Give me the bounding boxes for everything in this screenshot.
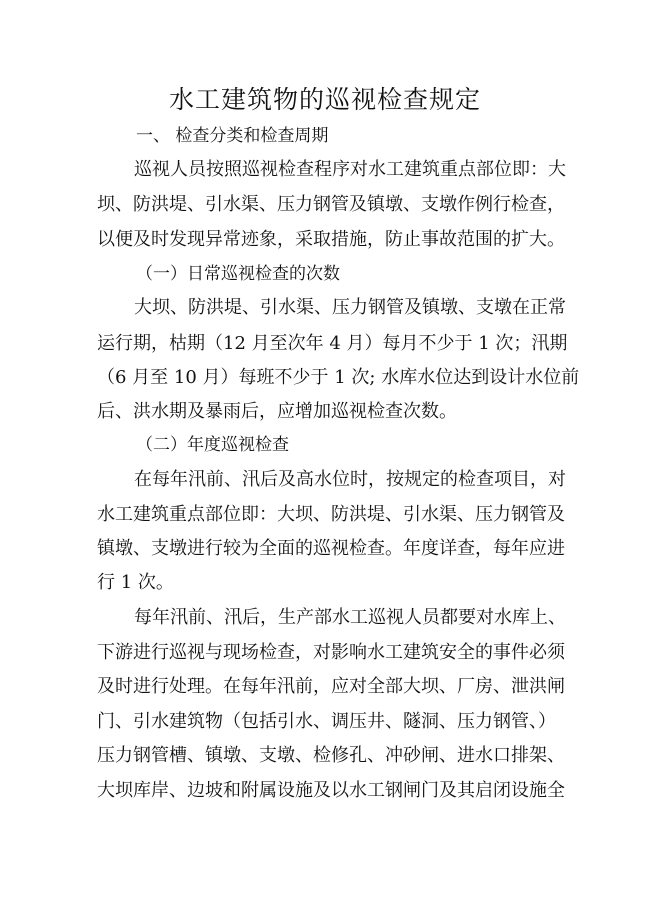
document-title: 水工建筑物的巡视检查规定 [168,85,481,114]
section-heading-1: 一、 检查分类和检查周期 [136,126,329,146]
paragraph-line: 大坝、防洪堤、引水渠、压力钢管及镇墩、支墩在正常 [134,297,566,318]
paragraph-line: 镇墩、支墩进行较为全面的巡视检查。年度详查，每年应进 [97,538,565,559]
paragraph-line: 后、洪水期及暴雨后，应增加巡视检查次数。 [97,401,457,422]
paragraph-line: 行 1 次。 [97,572,174,593]
paragraph-line: （6 月至 10 月）每班不少于 1 次; 水库水位达到设计水位前 [97,367,580,388]
paragraph-line: 坝、防洪堤、引水渠、压力钢管及镇墩、支墩作例行检查， [97,194,565,215]
paragraph-line: 巡视人员按照巡视检查程序对水工建筑重点部位即：大 [134,159,566,180]
paragraph-line: 水工建筑重点部位即：大坝、防洪堤、引水渠、压力钢管及 [97,504,565,525]
section-heading-3: （二）年度巡视检查 [136,435,289,455]
paragraph-line: 大坝库岸、边坡和附属设施及以水工钢闸门及其启闭设施全 [97,780,565,801]
section-heading-2: （一）日常巡视检查的次数 [136,264,340,284]
paragraph-line: 以便及时发现异常迹象，采取措施，防止事故范围的扩大。 [97,229,565,250]
paragraph-line: 在每年汛前、汛后及高水位时，按规定的检查项目，对 [134,469,566,490]
paragraph-line: 运行期，枯期（12 月至次年 4 月）每月不少于 1 次；汛期 [97,333,568,354]
paragraph-line: 门、引水建筑物（包括引水、调压井、隧洞、压力钢管、） [97,711,556,732]
paragraph-line: 下游进行巡视与现场检查，对影响水工建筑安全的事件必须 [97,642,565,663]
paragraph-line: 每年汛前、汛后，生产部水工巡视人员都要对水库上、 [134,607,566,628]
paragraph-line: 压力钢管槽、镇墩、支墩、检修孔、冲砂闸、进水口排架、 [97,745,565,766]
paragraph-line: 及时进行处理。在每年汛前，应对全部大坝、厂房、泄洪闸 [97,676,565,697]
